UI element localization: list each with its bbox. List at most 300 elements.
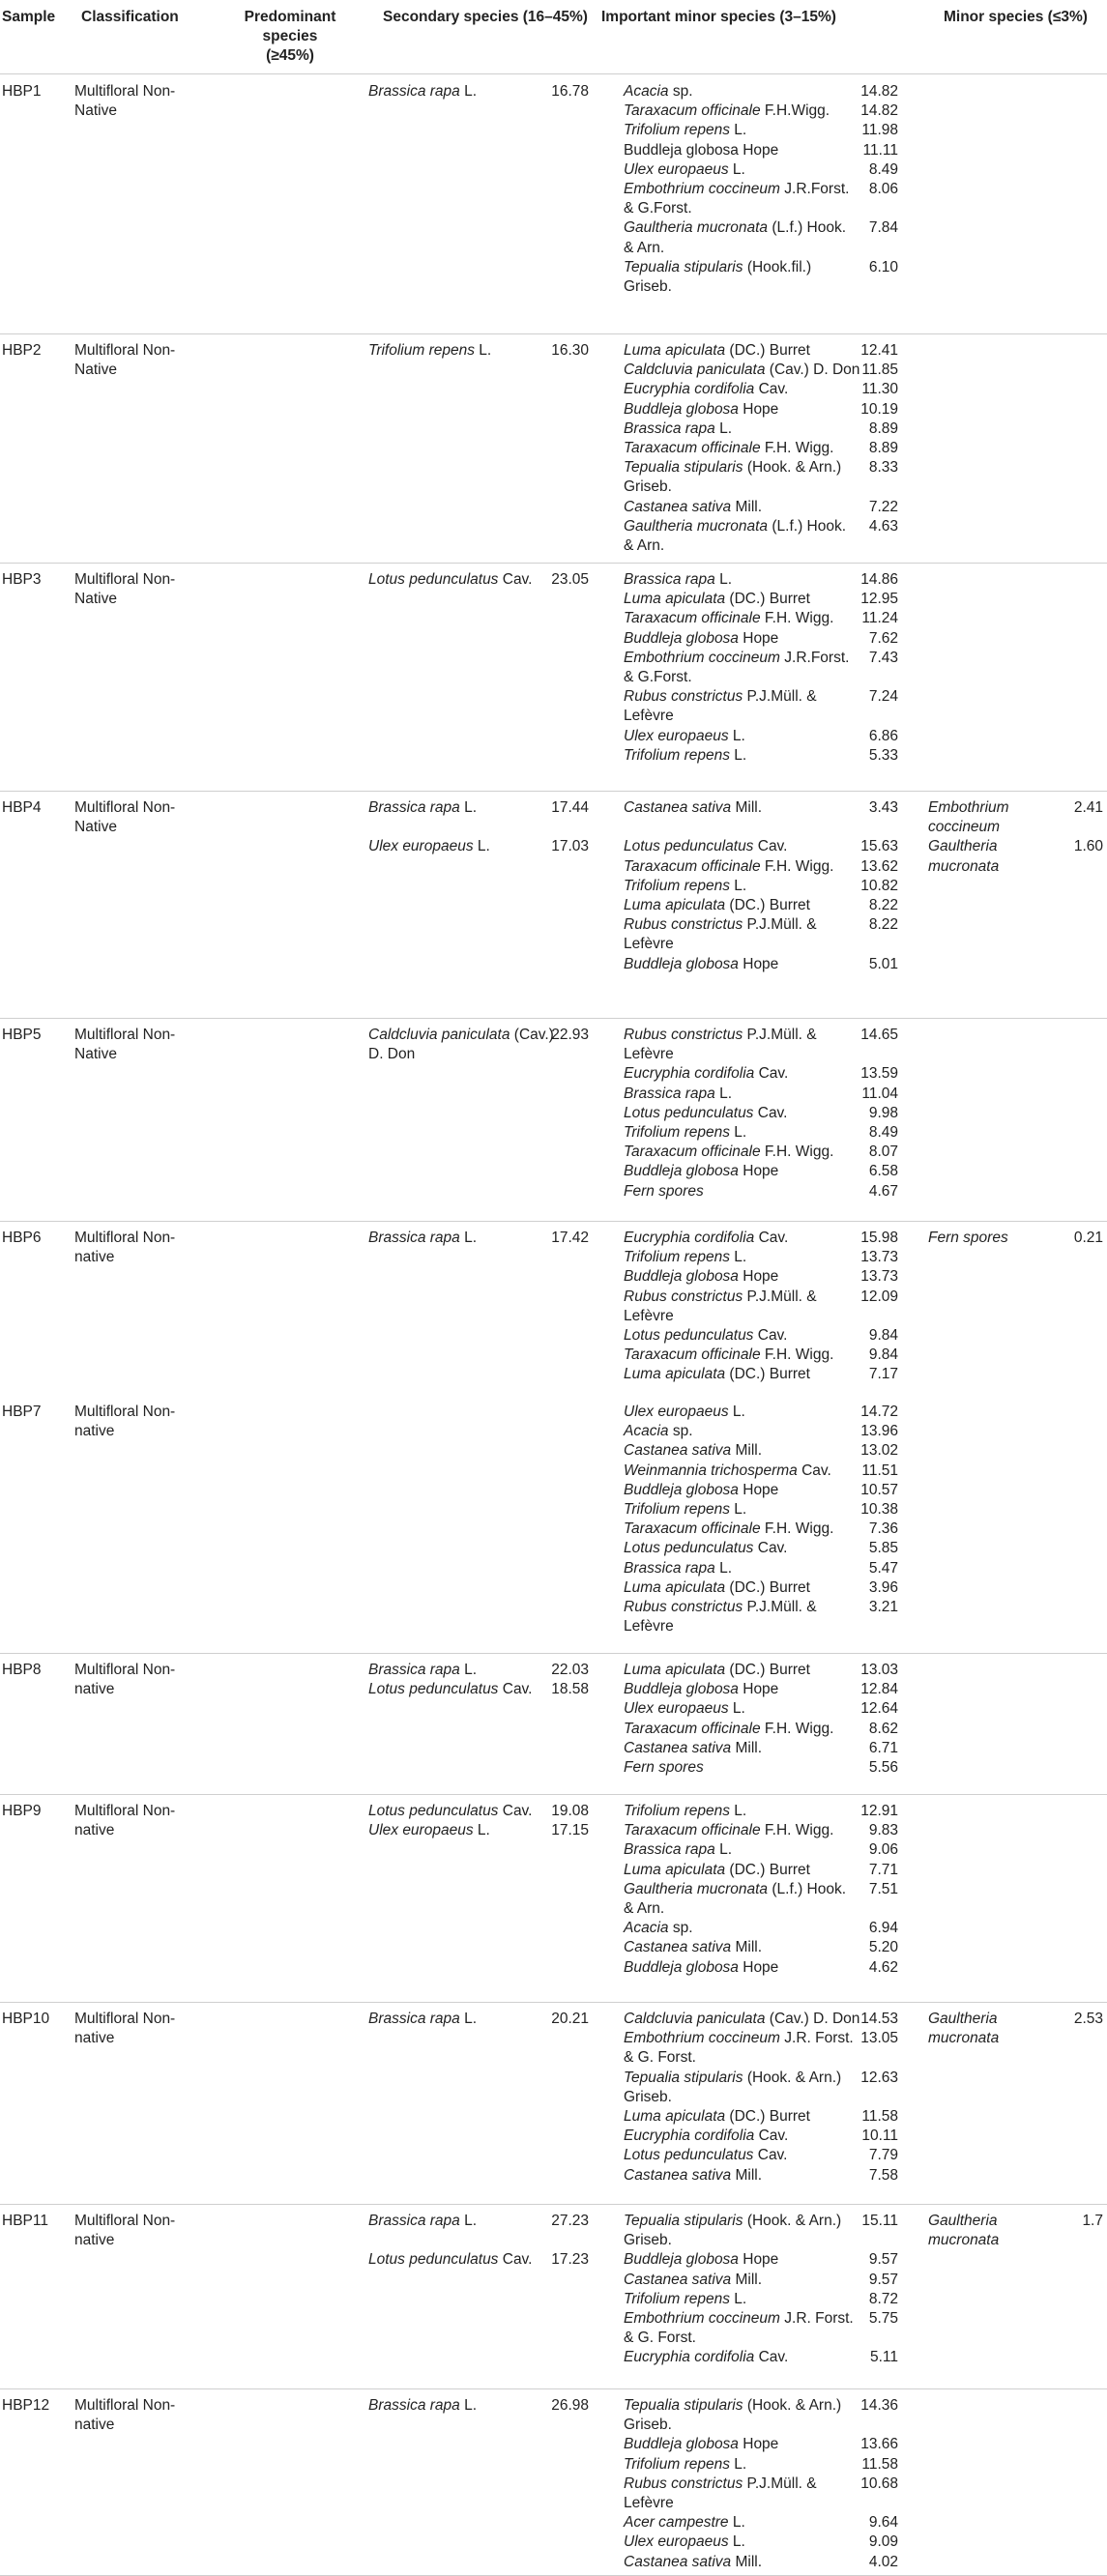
important-value: 5.75 — [868, 2310, 898, 2327]
species-authority: F.H. Wigg. — [760, 1720, 834, 1737]
important-species — [624, 1578, 810, 1598]
important-species — [624, 2396, 841, 2416]
species-name: Lotus pedunculatus — [624, 1540, 754, 1557]
header-minor: Minor species (≤3%) — [944, 9, 1088, 25]
classification-text: Native — [74, 1046, 117, 1063]
species-name: Castanea sativa — [624, 2166, 732, 2184]
minor-species: coccineum — [928, 819, 1001, 836]
table-row — [0, 564, 1107, 792]
species-authority: P.J.Müll. & — [743, 916, 817, 934]
important-species — [624, 2271, 762, 2290]
species-authority: Lefèvre — [624, 1046, 674, 1063]
species-name: Taraxacum officinale — [624, 1143, 761, 1161]
important-species — [624, 1441, 762, 1461]
species-authority: (DC.) Burret — [725, 2108, 810, 2125]
species-authority: Cav. — [754, 2127, 789, 2145]
species-name: Brassica rapa — [624, 571, 715, 588]
species-name: Brassica rapa — [624, 1085, 715, 1102]
species-name: Lotus pedunculatus — [368, 1803, 499, 1819]
important-species — [624, 2533, 745, 2552]
species-name: Caldcluvia paniculata — [624, 2011, 766, 2027]
species-authority: F.H. Wigg. — [760, 1520, 834, 1538]
important-species — [624, 160, 745, 180]
species-name: Brassica rapa — [368, 2213, 460, 2229]
important-value: 14.86 — [860, 571, 898, 588]
species-authority: Mill. — [731, 1739, 763, 1756]
species-authority: F.H. Wigg. — [760, 610, 834, 627]
species-name: Taraxacum officinale — [624, 1720, 761, 1737]
header-classification: Classification — [81, 9, 179, 25]
species-name: Lotus pedunculatus — [368, 2251, 499, 2269]
species-name: Buddleja globosa — [624, 1681, 739, 1698]
secondary-species — [368, 341, 491, 361]
species-name: Luma apiculata — [624, 1366, 726, 1383]
species-name: Ulex europaeus — [624, 1700, 729, 1718]
important-species — [624, 2107, 810, 2127]
important-species — [624, 1598, 817, 1617]
species-name: Brassica rapa — [368, 799, 460, 816]
species-name: Acacia — [624, 1423, 669, 1440]
important-value: 13.02 — [860, 1442, 898, 1460]
species-authority: Hope — [738, 1958, 779, 1976]
species-name: Luma apiculata — [624, 1662, 726, 1678]
important-species — [624, 2513, 745, 2533]
sample-id: HBP2 — [2, 342, 42, 359]
species-name: Acacia — [624, 1920, 669, 1937]
header-secondary: Secondary species (16–45%) — [383, 9, 588, 25]
species-authority: L. — [728, 1404, 745, 1420]
important-value: 5.56 — [868, 1759, 898, 1776]
species-authority: Cav. — [754, 1230, 789, 1246]
important-value: 12.91 — [860, 1803, 898, 1819]
important-value: 5.47 — [868, 1559, 898, 1577]
important-value: 13.66 — [860, 2436, 898, 2453]
species-authority: Hope — [738, 1163, 779, 1180]
classification-text: Native — [74, 591, 117, 608]
species-authority: (L.f.) Hook. — [768, 1880, 847, 1897]
species-authority: L. — [459, 1662, 477, 1678]
species-name: Tepualia stipularis — [624, 2213, 743, 2229]
important-species — [624, 746, 746, 766]
minor-species: Gaultheria — [928, 2213, 998, 2229]
species-name: Castanea sativa — [624, 2271, 732, 2288]
important-value: 7.84 — [868, 219, 898, 237]
secondary-value: 19.08 — [551, 1803, 589, 1819]
important-value: 10.38 — [860, 1501, 898, 1518]
species-authority: L. — [714, 420, 732, 437]
important-species — [624, 1919, 693, 1938]
important-value: 15.98 — [860, 1230, 898, 1246]
classification-text: Multifloral Non- — [74, 2213, 176, 2229]
important-value: 6.58 — [868, 1163, 898, 1180]
important-species — [624, 955, 778, 974]
species-authority: L. — [729, 1124, 747, 1141]
important-value: 7.79 — [868, 2147, 898, 2164]
header-sample: Sample — [2, 9, 56, 25]
species-name: Ulex europaeus — [624, 1404, 729, 1420]
secondary-species — [368, 1821, 490, 1840]
secondary-species — [368, 2010, 477, 2029]
important-value: 12.09 — [860, 1288, 898, 1305]
classification-text: Multifloral Non- — [74, 83, 176, 100]
important-species — [624, 1462, 831, 1481]
species-name: Tepualia stipularis — [624, 2069, 743, 2086]
secondary-species — [368, 2212, 477, 2231]
important-value: 8.06 — [868, 181, 898, 197]
species-name: Eucryphia cordifolia — [624, 2127, 755, 2145]
species-name: Tepualia stipularis — [624, 2397, 743, 2414]
species-authority: Cav. — [753, 1104, 788, 1121]
species-authority: sp. — [668, 1920, 693, 1937]
species-name: Fern spores — [624, 1182, 704, 1200]
species-authority: L. — [474, 342, 492, 359]
important-value: 8.49 — [868, 160, 898, 178]
species-name: Taraxacum officinale — [624, 1346, 761, 1364]
species-name: Fern spores — [624, 1759, 704, 1776]
species-authority: L. — [459, 2213, 477, 2229]
important-species — [624, 1064, 788, 1084]
species-name: Embothrium coccineum — [624, 2310, 780, 2327]
important-species — [624, 837, 787, 856]
important-value: 5.85 — [868, 1540, 898, 1557]
species-name: Brassica rapa — [624, 1559, 715, 1577]
species-authority: L. — [729, 877, 747, 894]
species-name: Brassica rapa — [368, 1230, 460, 1246]
species-authority: (L.f.) Hook. — [768, 517, 847, 535]
important-value: 10.68 — [860, 2475, 898, 2492]
species-authority: J.R.Forst. — [779, 181, 850, 197]
species-name: Gaultheria mucronata — [624, 219, 769, 237]
important-value: 8.89 — [868, 440, 898, 456]
species-authority: J.R. Forst. — [779, 2310, 854, 2327]
important-value: 13.03 — [860, 1662, 898, 1678]
important-species — [624, 439, 833, 458]
minor-species: Embothrium — [928, 799, 1009, 816]
important-value: 10.57 — [860, 1481, 898, 1498]
species-authority: Hope — [738, 955, 779, 972]
important-value: 5.33 — [868, 746, 898, 764]
minor-species: Gaultheria — [928, 2011, 998, 2027]
important-species — [624, 1422, 693, 1441]
important-species — [624, 361, 859, 380]
important-species — [624, 1802, 746, 1821]
species-name: Brassica rapa — [368, 1662, 460, 1678]
classification-text: Multifloral Non- — [74, 1662, 176, 1678]
species-authority: F.H. Wigg. — [760, 857, 834, 875]
important-value: 7.58 — [868, 2166, 898, 2184]
minor-species: mucronata — [928, 857, 1000, 875]
important-value: 8.49 — [868, 1124, 898, 1141]
species-authority: L. — [714, 571, 732, 588]
species-name: Luma apiculata — [624, 2108, 726, 2125]
classification-text: Native — [74, 819, 117, 836]
species-authority: Lefèvre — [624, 1307, 674, 1324]
important-species — [624, 1520, 833, 1539]
important-value: 6.71 — [868, 1739, 898, 1756]
important-species — [624, 517, 846, 536]
species-name: Trifolium repens — [624, 1803, 730, 1819]
species-authority: Hope — [738, 400, 779, 418]
secondary-value: 22.93 — [551, 1027, 589, 1043]
classification-text: Native — [74, 362, 117, 379]
species-name: Lotus pedunculatus — [624, 838, 754, 855]
species-name: Trifolium repens — [368, 342, 475, 359]
important-species — [624, 1840, 732, 1860]
important-species — [624, 1481, 778, 1500]
minor-species: Fern spores — [928, 1230, 1008, 1246]
species-name: Ulex europaeus — [624, 160, 729, 178]
minor-value: 1.7 — [1082, 2213, 1103, 2229]
important-value: 14.82 — [860, 83, 898, 100]
important-value: 5.01 — [868, 955, 898, 972]
species-authority: Mill. — [731, 799, 763, 816]
minor-species: mucronata — [928, 2232, 1000, 2249]
species-name: Trifolium repens — [624, 122, 730, 139]
species-name: Luma apiculata — [624, 342, 726, 359]
important-value: 9.64 — [868, 2514, 898, 2532]
secondary-species — [368, 1026, 554, 1045]
species-authority: Cav. — [753, 838, 788, 855]
classification-text: Multifloral Non- — [74, 2397, 176, 2414]
classification-text: Multifloral Non- — [74, 1027, 176, 1043]
species-authority: F.H. Wigg. — [760, 440, 834, 456]
species-name: Trifolium repens — [624, 1124, 730, 1141]
classification-text: Multifloral Non- — [74, 1803, 176, 1819]
species-authority: Cav. — [498, 1681, 533, 1698]
species-name: Eucryphia cordifolia — [624, 381, 755, 398]
important-value: 11.58 — [861, 2455, 898, 2473]
species-authority: Cav. — [753, 1540, 788, 1557]
species-authority: P.J.Müll. & — [743, 1288, 817, 1305]
species-name: Castanea sativa — [624, 799, 732, 816]
species-authority: L. — [729, 122, 747, 139]
important-value: 4.63 — [868, 517, 898, 535]
species-authority: L. — [473, 838, 490, 855]
important-value: 9.98 — [868, 1104, 898, 1121]
important-species — [624, 341, 810, 361]
secondary-species — [368, 1661, 477, 1680]
secondary-value: 20.21 — [551, 2011, 589, 2027]
species-name: Castanea sativa — [624, 1739, 732, 1756]
classification-text: Native — [74, 102, 117, 120]
important-species — [624, 1720, 833, 1739]
important-species — [624, 1500, 746, 1520]
important-species — [624, 218, 846, 238]
important-species — [624, 2250, 778, 2270]
important-value: 8.89 — [868, 420, 898, 437]
species-name: Rubus constrictus — [624, 2475, 743, 2492]
important-value: 7.24 — [868, 688, 898, 706]
species-name: Buddleja globosa — [624, 1481, 739, 1498]
header-important-minor: Important minor species (3–15%) — [601, 9, 836, 25]
species-name: Brassica rapa — [624, 420, 715, 437]
important-species — [624, 1559, 732, 1578]
important-species — [624, 2309, 854, 2329]
species-name: Taraxacum officinale — [624, 102, 761, 120]
important-value: 7.71 — [868, 1861, 898, 1878]
important-value: 8.22 — [868, 916, 898, 934]
species-authority: Cav. — [498, 1803, 533, 1819]
species-authority: Cav. — [754, 381, 789, 398]
species-authority: (Hook. & Arn.) — [743, 2397, 842, 2414]
species-authority: Cav. — [797, 1462, 831, 1479]
species-name: Brassica rapa — [368, 2397, 460, 2414]
classification-text: Multifloral Non- — [74, 1230, 176, 1246]
sample-id: HBP3 — [2, 571, 42, 588]
species-authority: L. — [729, 1249, 747, 1266]
species-authority: L. — [728, 1700, 745, 1718]
important-value: 6.94 — [868, 1920, 898, 1937]
species-name: Buddleja globosa — [624, 400, 739, 418]
table-row — [0, 75, 1107, 334]
important-species — [624, 1123, 746, 1143]
species-name: Tepualia stipularis — [624, 459, 743, 477]
species-name: Lotus pedunculatus — [624, 1327, 754, 1344]
species-name: Rubus constrictus — [624, 916, 743, 934]
species-authority: L. — [729, 2290, 747, 2307]
important-species — [624, 1739, 762, 1758]
species-authority: (Hook. & Arn.) — [743, 459, 842, 477]
species-name: Taraxacum officinale — [624, 440, 761, 456]
species-authority: Griseb. — [624, 2417, 672, 2434]
important-species — [624, 896, 810, 915]
species-name: Brassica rapa — [368, 83, 460, 100]
important-value: 10.19 — [860, 400, 898, 418]
species-authority: P.J.Müll. & — [743, 1599, 817, 1615]
species-name: Luma apiculata — [624, 591, 726, 608]
important-value: 11.24 — [861, 610, 898, 627]
species-name: Buddleja globosa — [624, 1958, 739, 1976]
species-authority: Griseb. — [624, 478, 672, 496]
important-value: 11.30 — [861, 381, 898, 398]
important-species — [624, 420, 732, 439]
important-species — [624, 570, 732, 590]
species-authority: L. — [459, 1230, 477, 1246]
important-value: 10.11 — [861, 2127, 898, 2145]
important-value: 6.10 — [868, 258, 898, 275]
sample-id: HBP4 — [2, 799, 42, 816]
table-row — [0, 2389, 1107, 2576]
species-authority: & Arn. — [624, 537, 665, 554]
important-value: 13.62 — [860, 857, 898, 875]
important-species — [624, 1699, 745, 1719]
important-value: 9.09 — [868, 2533, 898, 2551]
table-row — [0, 334, 1107, 564]
sample-id: HBP1 — [2, 83, 42, 100]
species-authority: L. — [473, 1822, 490, 1839]
species-authority: sp. — [668, 83, 693, 100]
species-authority: (DC.) Burret — [725, 342, 810, 359]
species-authority: & G.Forst. — [624, 200, 692, 217]
important-species — [624, 2146, 787, 2165]
species-name: Taraxacum officinale — [624, 1520, 761, 1538]
species-name: Trifolium repens — [624, 877, 730, 894]
sample-id: HBP11 — [2, 2213, 48, 2229]
important-species — [624, 180, 849, 199]
species-name: Luma apiculata — [624, 1861, 726, 1878]
important-species — [624, 649, 849, 668]
important-value: 11.85 — [861, 362, 898, 379]
important-value: 13.96 — [860, 1423, 898, 1440]
species-authority: Hope — [738, 1681, 779, 1698]
important-species — [624, 1085, 732, 1104]
species-authority: (DC.) Burret — [725, 1366, 810, 1383]
secondary-species — [368, 837, 490, 856]
species-name: Taraxacum officinale — [624, 610, 761, 627]
important-value: 14.82 — [860, 102, 898, 120]
sample-id: HBP7 — [2, 1404, 42, 1420]
important-value: 6.86 — [868, 727, 898, 744]
species-authority: (Cav.) — [510, 1027, 554, 1043]
species-name: Taraxacum officinale — [624, 857, 761, 875]
species-authority: Hope — [738, 1268, 779, 1286]
species-name: Embothrium coccineum — [624, 649, 780, 666]
species-name: Castanea sativa — [624, 2553, 732, 2570]
important-species — [624, 1680, 778, 1699]
species-name: Buddleja globosa — [624, 2436, 739, 2453]
species-name: Ulex europaeus — [624, 2533, 729, 2551]
important-value: 9.84 — [868, 1327, 898, 1344]
species-name: Embothrium coccineum — [624, 181, 780, 197]
important-value: 7.22 — [868, 498, 898, 515]
species-name: Trifolium repens — [624, 1501, 730, 1518]
species-authority: Mill. — [731, 1939, 763, 1956]
species-authority: P.J.Müll. & — [743, 1027, 817, 1043]
species-name: Ulex europaeus — [368, 1822, 474, 1839]
important-species — [624, 1403, 745, 1422]
species-name: Acer campestre — [624, 2514, 729, 2532]
species-authority: Griseb. — [624, 278, 672, 295]
sample-id: HBP10 — [2, 2011, 50, 2027]
species-authority: (Cav.) D. Don — [765, 2011, 860, 2027]
important-value: 13.59 — [860, 1065, 898, 1083]
sample-id: HBP9 — [2, 1803, 42, 1819]
species-name: Castanea sativa — [624, 498, 732, 515]
classification-text: Multifloral Non- — [74, 2011, 176, 2027]
important-species — [624, 798, 762, 818]
species-authority: L. — [728, 160, 745, 178]
secondary-value: 17.03 — [551, 838, 589, 855]
important-value: 12.64 — [860, 1700, 898, 1718]
species-authority: & Arn. — [624, 239, 665, 256]
species-authority: Cav. — [754, 2349, 789, 2366]
species-authority: L. — [459, 2397, 477, 2414]
species-name: Eucryphia cordifolia — [624, 1230, 755, 1246]
secondary-value: 17.42 — [551, 1230, 589, 1246]
species-name: Buddleja globosa — [624, 1163, 739, 1180]
species-name: Rubus constrictus — [624, 1027, 743, 1043]
important-species — [624, 1162, 778, 1181]
important-value: 9.06 — [868, 1841, 898, 1859]
species-name: Brassica rapa — [624, 1841, 715, 1859]
species-authority: Lefèvre — [624, 1618, 674, 1635]
important-species — [624, 2010, 859, 2029]
species-authority: F.H. Wigg. — [760, 1822, 834, 1839]
important-species — [624, 1861, 810, 1880]
important-species — [624, 1026, 817, 1045]
species-name: Caldcluvia paniculata — [624, 362, 766, 379]
important-species — [624, 2553, 762, 2572]
secondary-value: 22.03 — [551, 1662, 589, 1678]
minor-value: 2.41 — [1073, 799, 1103, 816]
classification-text: native — [74, 2232, 115, 2249]
secondary-value: 26.98 — [551, 2397, 589, 2414]
species-name: Brassica rapa — [368, 2011, 460, 2027]
important-value: 12.84 — [860, 1681, 898, 1698]
important-value: 7.51 — [868, 1880, 898, 1897]
species-authority: L. — [714, 1559, 732, 1577]
classification-text: native — [74, 2030, 115, 2047]
